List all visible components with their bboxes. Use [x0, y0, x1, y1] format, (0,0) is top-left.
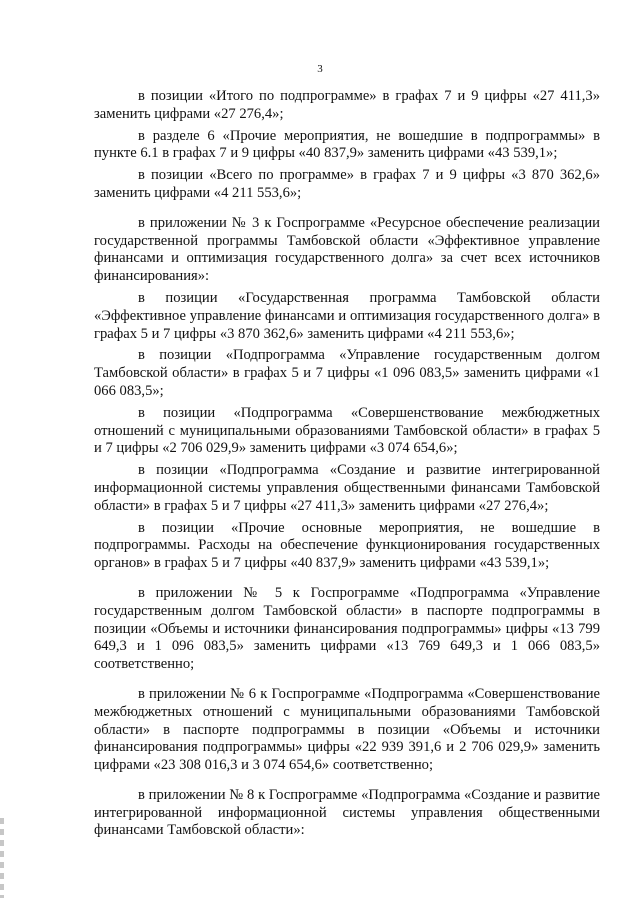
paragraph-3: в позиции «Всего по программе» в графах 7 и 9 цифры «3 870 362,6» заменить цифрами «4 211 553,6»; — [94, 167, 600, 201]
scan-edge-mark — [0, 818, 4, 898]
paragraph-8: в позиции «Подпрограмма «Создание и развитие интегрированной информационной системы управления общественными финансами Тамбовской области» в графах 5 и 7 цифры «27 411,3» заменить цифрами «27 276,4»; — [94, 462, 600, 514]
paragraph-7: в позиции «Подпрограмма «Совершенствование межбюджетных отношений с муниципальными образованиями Тамбовской области» в графах 5 и 7 цифры «2 706 029,9» заменить цифрами «3 074 654,6»; — [94, 404, 600, 457]
paragraph-2: в разделе 6 «Прочие мероприятия, не вошедшие в подпрограммы» в пункте 6.1 в графах 7 и 9 цифры «40 837,9» заменить цифрами «43 539,1»; — [94, 127, 600, 162]
page-number: 3 — [317, 63, 323, 75]
paragraph-6: в позиции «Подпрограмма «Управление государственным долгом Тамбовской области» в графах 5 и 7 цифры «1 096 083,5» заменить цифрами «1 066 083,5»; — [94, 347, 600, 399]
document-body — [94, 88, 600, 840]
paragraph-4: в приложении № 3 к Госпрограмме «Ресурсное обеспечение реализации государственной программы Тамбовской области «Эффективное управление финансами и оптимизация государственного долга» за счет всех источников финансирования»: — [94, 214, 600, 285]
paragraph-12: в приложении № 8 к Госпрограмме «Подпрограмма «Создание и развитие интегрированной информационной системы управления общественными финансами Тамбовской области»: — [94, 786, 600, 839]
paragraph-1: в позиции «Итого по подпрограмме» в графах 7 и 9 цифры «27 411,3» заменить цифрами «27 276,4»; — [94, 88, 600, 122]
paragraph-11: в приложении № 6 к Госпрограмме «Подпрограмма «Совершенствование межбюджетных отношений с муниципальными образованиями Тамбовской области» в паспорте подпрограммы в позиции «Объемы и источники финансирования подпрограммы» цифры «22 939 391,6 и 2 706 029,9» заменить цифрами «23 308 016,3 и 3 074 654,6» соответственно; — [94, 685, 600, 774]
paragraph-10: в приложении № 5 к Госпрограмме «Подпрограмма «Управление государственным долгом Тамбовской области» в паспорте подпрограммы в позиции «Объемы и источники финансирования подпрограммы» цифры «13 799 649,3 и 1 096 083,5» заменить цифрами «13 769 649,3 и 1 066 083,5» соответственно; — [94, 584, 600, 673]
paragraph-5: в позиции «Государственная программа Тамбовской области «Эффективное управление финансами и оптимизация государственного долга» в графах 5 и 7 цифры «3 870 362,6» заменить цифрами «4 211 553,6»; — [94, 289, 600, 342]
paragraph-9: в позиции «Прочие основные мероприятия, не вошедшие в подпрограммы. Расходы на обеспечение функционирования государственных органов» в графах 5 и 7 цифры «40 837,9» заменить цифрами «43 539,1»; — [94, 519, 600, 572]
